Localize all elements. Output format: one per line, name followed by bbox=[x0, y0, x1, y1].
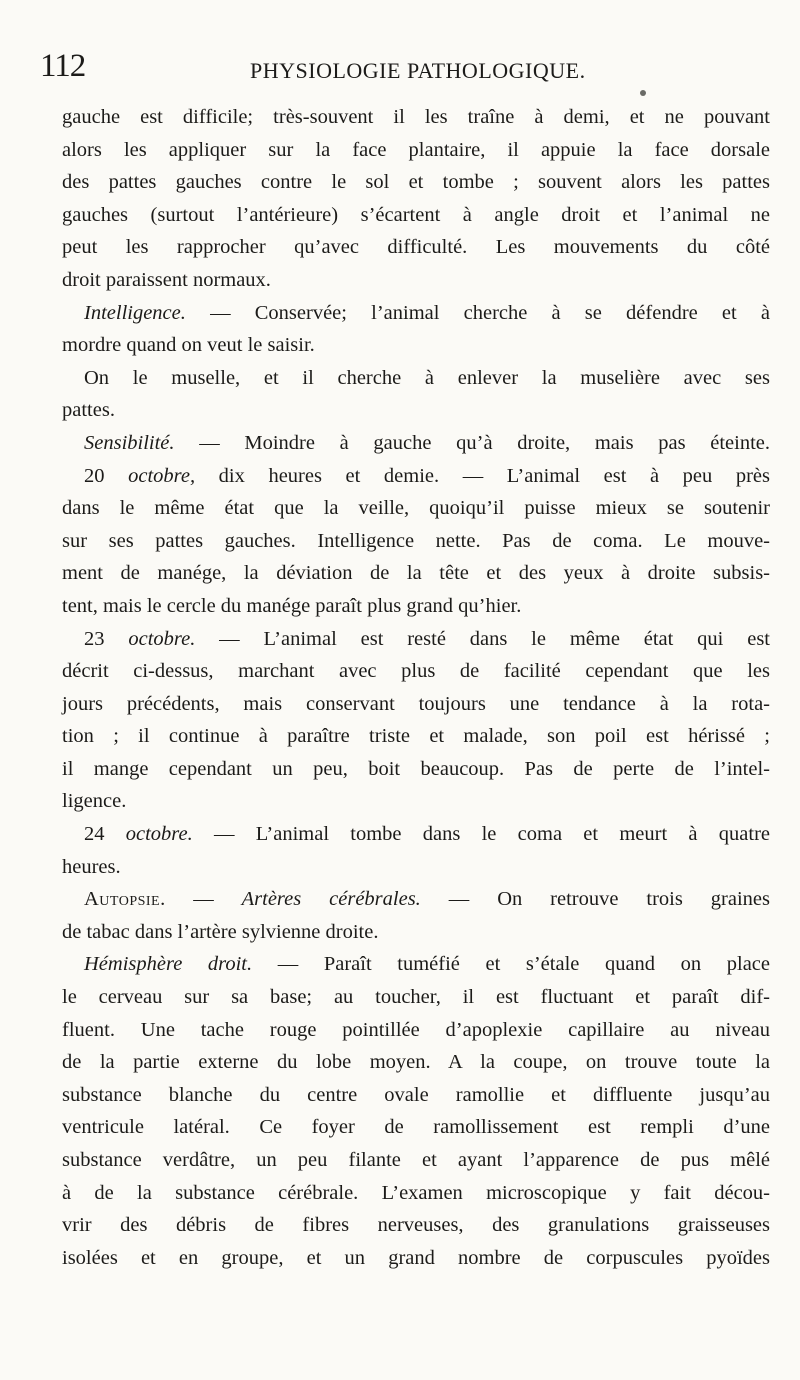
text-line: On le muselle, et il cherche à enlever la muselière avec ses bbox=[84, 366, 770, 389]
text-line: ligence. bbox=[62, 790, 127, 813]
text-line: fluent. Une tache rouge pointillée d’apoplexie capillaire au niveau bbox=[62, 1018, 770, 1041]
text-line: substance blanche du centre ovale ramollie et diffluente jusqu’au bbox=[62, 1083, 770, 1106]
text-line: le cerveau sur sa base; au toucher, il est fluctuant et paraît dif- bbox=[62, 986, 770, 1009]
text-line: tent, mais le cercle du manége paraît plus grand qu’hier. bbox=[62, 594, 522, 617]
text-line: Autopsie. — Artères cérébrales. — On retrouve trois graines bbox=[84, 888, 770, 911]
text-line: Intelligence. — Conservée; l’animal cherche à se défendre et à bbox=[84, 301, 770, 324]
text-line: heures. bbox=[62, 855, 121, 878]
text-line: il mange cependant un peu, boit beaucoup. Pas de perte de l’intel- bbox=[62, 757, 770, 780]
page-header bbox=[40, 48, 770, 88]
text-line: tion ; il continue à paraître triste et malade, son poil est hérissé ; bbox=[62, 725, 770, 748]
text-line: gauche est difficile; très-souvent il les traîne à demi, et ne pouvant bbox=[62, 106, 770, 128]
text-line: de la partie externe du lobe moyen. A la coupe, on trouve toute la bbox=[62, 1051, 770, 1074]
text-line: dans le même état que la veille, quoiqu’il puisse mieux se soutenir bbox=[62, 497, 770, 520]
running-title: PHYSIOLOGIE PATHOLOGIQUE. bbox=[250, 58, 586, 83]
text-line: des pattes gauches contre le sol et tombe ; souvent alors les pattes bbox=[62, 171, 770, 194]
text-line: 23 octobre. — L’animal est resté dans le même état qui est bbox=[84, 627, 770, 650]
text-line: alors les appliquer sur la face plantaire, il appuie la face dorsale bbox=[62, 138, 770, 161]
text-line: isolées et en groupe, et un grand nombre de corpuscules pyoïdes bbox=[62, 1246, 770, 1269]
text-line: substance verdâtre, un peu filante et ayant l’apparence de pus mêlé bbox=[62, 1149, 770, 1171]
text-line: droit paraissent normaux. bbox=[62, 268, 271, 291]
page-number: 112 bbox=[40, 48, 86, 84]
text-line: sur ses pattes gauches. Intelligence nette. Pas de coma. Le mouve- bbox=[62, 529, 770, 552]
text-line: pattes. bbox=[62, 399, 115, 422]
text-line: décrit ci-dessus, marchant avec plus de facilité cependant que les bbox=[62, 660, 770, 683]
text-line: Sensibilité. — Moindre à gauche qu’à droite, mais pas éteinte. bbox=[84, 431, 770, 454]
text-line: ventricule latéral. Ce foyer de ramollissement est rempli d’une bbox=[62, 1116, 770, 1139]
ink-spot bbox=[640, 90, 646, 96]
text-line: Hémisphère droit. — Paraît tuméfié et s’étale quand on place bbox=[84, 953, 771, 976]
text-line: de tabac dans l’artère sylvienne droite. bbox=[62, 920, 379, 943]
text-line: 24 octobre. — L’animal tombe dans le coma et meurt à quatre bbox=[84, 823, 771, 846]
text-line: ment de manége, la déviation de la tête et des yeux à droite subsis- bbox=[62, 562, 770, 585]
text-line: gauches (surtout l’antérieure) s’écartent à angle droit et l’animal ne bbox=[62, 203, 770, 226]
text-line: vrir des débris de fibres nerveuses, des granulations graisseuses bbox=[62, 1214, 770, 1237]
body-text bbox=[62, 101, 770, 1274]
text-line: 20 octobre, dix heures et demie. — L’animal est à peu près bbox=[84, 464, 770, 487]
text-line: mordre quand on veut le saisir. bbox=[62, 334, 315, 357]
text-line: peut les rapprocher qu’avec difficulté. Les mouvements du côté bbox=[62, 236, 770, 259]
text-line: jours précédents, mais conservant toujours une tendance à la rota- bbox=[62, 692, 770, 715]
text-line: à de la substance cérébrale. L’examen microscopique y fait décou- bbox=[62, 1181, 770, 1204]
